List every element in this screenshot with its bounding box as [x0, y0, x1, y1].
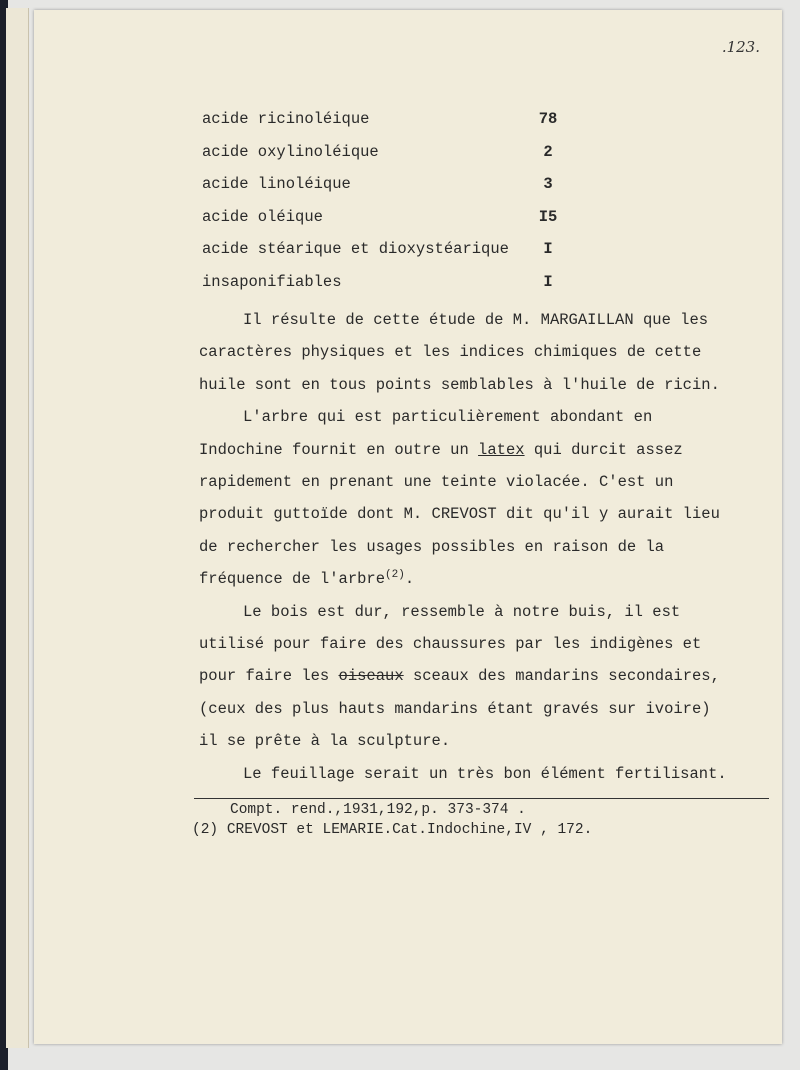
- composition-name: acide stéarique et dioxystéarique: [202, 240, 509, 258]
- paragraph-line: il se prête à la sculpture.: [199, 732, 451, 751]
- paragraph-line: [199, 660, 759, 692]
- text-fragment: fréquence de l'arbre: [199, 570, 386, 589]
- text-fragment: .: [404, 570, 415, 589]
- paragraph-line: utilisé pour faire des chaussures par les indigènes et: [199, 635, 702, 654]
- paragraph-line: [199, 434, 759, 466]
- paragraph-line: [199, 563, 759, 595]
- paragraph-line: Le bois est dur, ressemble à notre buis, il est: [243, 602, 681, 621]
- paragraph-line: L'arbre qui est particulièrement abondant en: [243, 408, 653, 427]
- footnote-rule: [194, 798, 769, 799]
- footnotes: [192, 800, 752, 840]
- composition-name: acide oléique: [202, 207, 323, 226]
- paragraph-line: rapidement en prenant une teinte violacée. C'est un: [199, 473, 674, 492]
- composition-value: I5: [538, 207, 558, 226]
- paragraph-line: caractères physiques et les indices chimiques de cette: [199, 343, 702, 362]
- composition-value: 3: [543, 175, 553, 193]
- paragraph-line: huile sont en tous points semblables à l'huile de ricin.: [199, 375, 720, 394]
- composition-row: [202, 206, 562, 239]
- paragraph-line: Le feuillage serait un très bon élément fertilisant.: [243, 764, 727, 783]
- underlined-word: latex: [478, 440, 525, 459]
- text-fragment: sceaux des mandarins secondaires,: [403, 667, 720, 686]
- paragraph-line: produit guttoïde dont M. CREVOST dit qu'il y aurait lieu: [199, 505, 720, 524]
- composition-name: acide linoléique: [202, 175, 351, 193]
- composition-row: [202, 238, 562, 271]
- composition-row: [202, 173, 562, 206]
- composition-row: [202, 141, 562, 174]
- text-fragment: pour faire les: [199, 667, 339, 686]
- composition-value: 78: [538, 110, 558, 128]
- text-fragment: Indochine fournit en outre un: [199, 440, 479, 459]
- page-number: .123.: [721, 38, 760, 56]
- footnote-ref: (2): [385, 569, 405, 582]
- paragraph-line: (ceux des plus hauts mandarins étant gravés sur ivoire): [199, 699, 711, 718]
- body-text: [199, 304, 759, 790]
- composition-value: I: [543, 272, 553, 291]
- composition-table: [202, 108, 562, 303]
- composition-row: [202, 271, 562, 304]
- composition-value: I: [543, 240, 553, 258]
- composition-name: acide oxylinoléique: [202, 142, 379, 161]
- footnote-1: Compt. rend.,1931,192,p. 373-374 .: [230, 802, 526, 818]
- footnote-text: CREVOST et LEMARIE.Cat.Indochine,IV , 172.: [226, 822, 593, 838]
- paragraph-line: de rechercher les usages possibles en raison de la: [199, 537, 665, 556]
- struck-word: oiseaux: [338, 667, 404, 686]
- footnote-2: [192, 820, 752, 840]
- composition-name: acide ricinoléique: [202, 110, 370, 128]
- previous-page-edge: [6, 8, 29, 1048]
- paragraph-line: Il résulte de cette étude de M. MARGAILLAN que les: [243, 311, 709, 329]
- composition-value: 2: [543, 142, 553, 161]
- text-fragment: qui durcit assez: [524, 440, 683, 459]
- composition-row: [202, 108, 562, 141]
- composition-name: insaponifiables: [202, 272, 342, 291]
- footnote-marker: (2): [192, 822, 219, 838]
- document-page: [34, 10, 782, 1044]
